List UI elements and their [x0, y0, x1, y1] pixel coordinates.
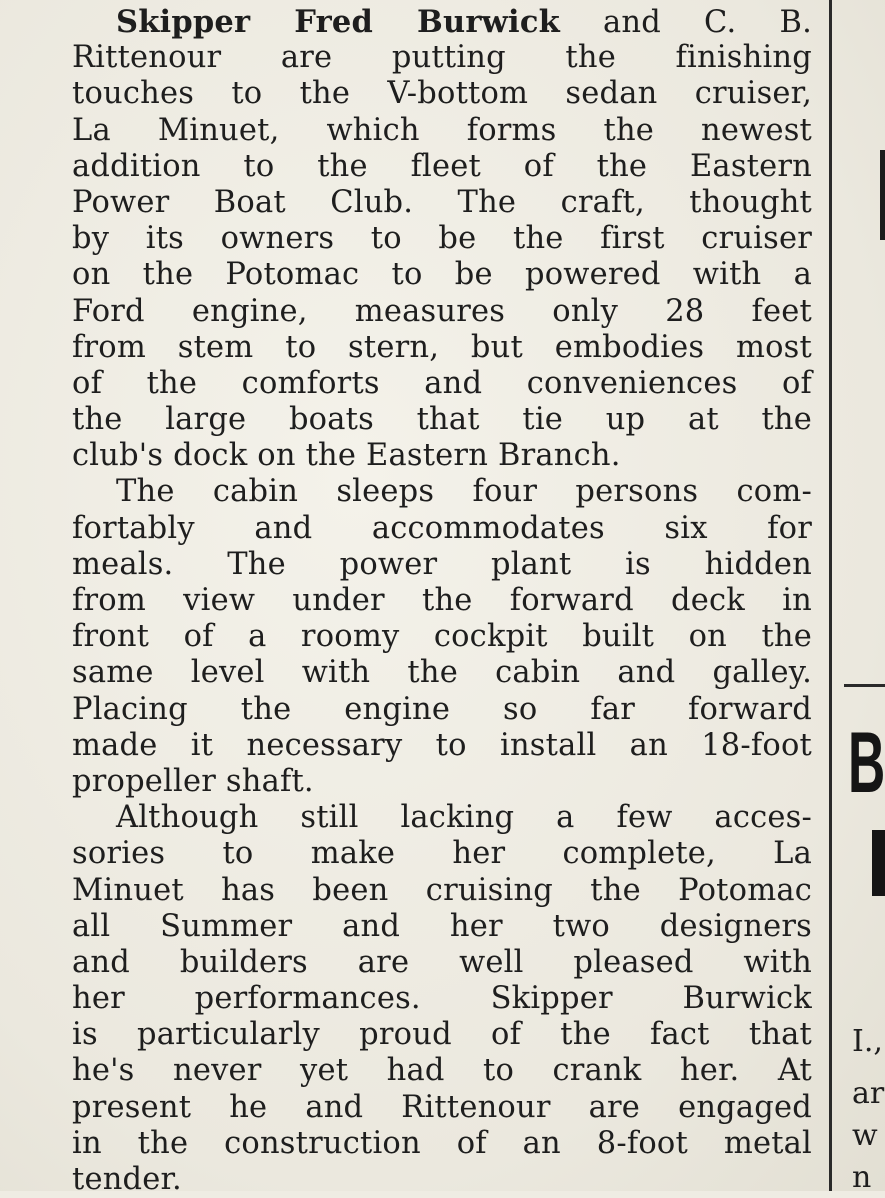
- article-line: Although still lacking a few acces-: [116, 800, 812, 836]
- article-line: of the comforts and conveniences of: [72, 365, 812, 401]
- article-line: her performances. Skipper Burwick: [72, 981, 812, 1017]
- article-line: Rittenour are putting the finishing: [72, 40, 812, 76]
- article-line: Placing the engine so far forward: [72, 691, 812, 727]
- article-line: the large boats that tie up at the: [72, 402, 812, 438]
- adjacent-headline-fragment: [872, 830, 885, 896]
- article-line-text: and C. B.: [559, 5, 812, 40]
- article-line: from stem to stern, but embodies most: [72, 329, 812, 365]
- article-line: touches to the V-bottom sedan cruiser,: [72, 76, 812, 112]
- article-line: Ford engine, measures only 28 feet: [72, 293, 812, 329]
- article-line: sories to make her complete, La: [72, 836, 812, 872]
- article-line: La Minuet, which forms the newest: [72, 112, 812, 148]
- adjacent-column-rule: [844, 684, 885, 687]
- article-line: front of a roomy cockpit built on the: [72, 619, 812, 655]
- article-line: Power Boat Club. The craft, thought: [72, 184, 812, 220]
- adjacent-text-fragment: w: [852, 1118, 878, 1153]
- article-line: he's never yet had to crank her. At: [72, 1053, 812, 1089]
- article-line: Minuet has been cruising the Potomac: [72, 872, 812, 908]
- article-line: propeller shaft.: [72, 763, 314, 799]
- article-column: [72, 4, 812, 1198]
- article-line: on the Potomac to be powered with a: [72, 257, 812, 293]
- adjacent-column-fragment: [834, 0, 885, 1191]
- article-line: made it necessary to install an 18-foot: [72, 727, 812, 763]
- article-line: meals. The power plant is hidden: [72, 546, 812, 582]
- adjacent-headline-letter: B: [848, 715, 885, 811]
- article-line: tender.: [72, 1162, 182, 1197]
- article-line: club's dock on the Eastern Branch.: [72, 438, 621, 474]
- article-line: fortably and accommodates six for: [72, 510, 812, 546]
- adjacent-text-fragment: ar: [852, 1076, 885, 1111]
- article-line: in the construction of an 8-foot metal: [72, 1125, 812, 1161]
- adjacent-text-fragment: I.,: [852, 1024, 883, 1059]
- article-line: same level with the cabin and galley.: [72, 655, 812, 691]
- article-line: addition to the fleet of the Eastern: [72, 148, 812, 184]
- article-line: from view under the forward deck in: [72, 583, 812, 618]
- article-lead-in: Skipper Fred Burwick: [116, 4, 560, 40]
- article-line: present he and Rittenour are engaged: [72, 1089, 812, 1125]
- article-line: all Summer and her two designers: [72, 908, 812, 944]
- adjacent-text-fragment: n: [852, 1160, 872, 1191]
- article-line: The cabin sleeps four persons com-: [116, 474, 812, 510]
- column-divider: [829, 0, 832, 1191]
- article-line: [72, 4, 812, 40]
- article-line: by its owners to be the first cruiser: [72, 221, 812, 257]
- adjacent-image-edge: [880, 150, 885, 240]
- article-line: and builders are well pleased with: [72, 944, 812, 980]
- article-line: is particularly proud of the fact that: [72, 1017, 812, 1053]
